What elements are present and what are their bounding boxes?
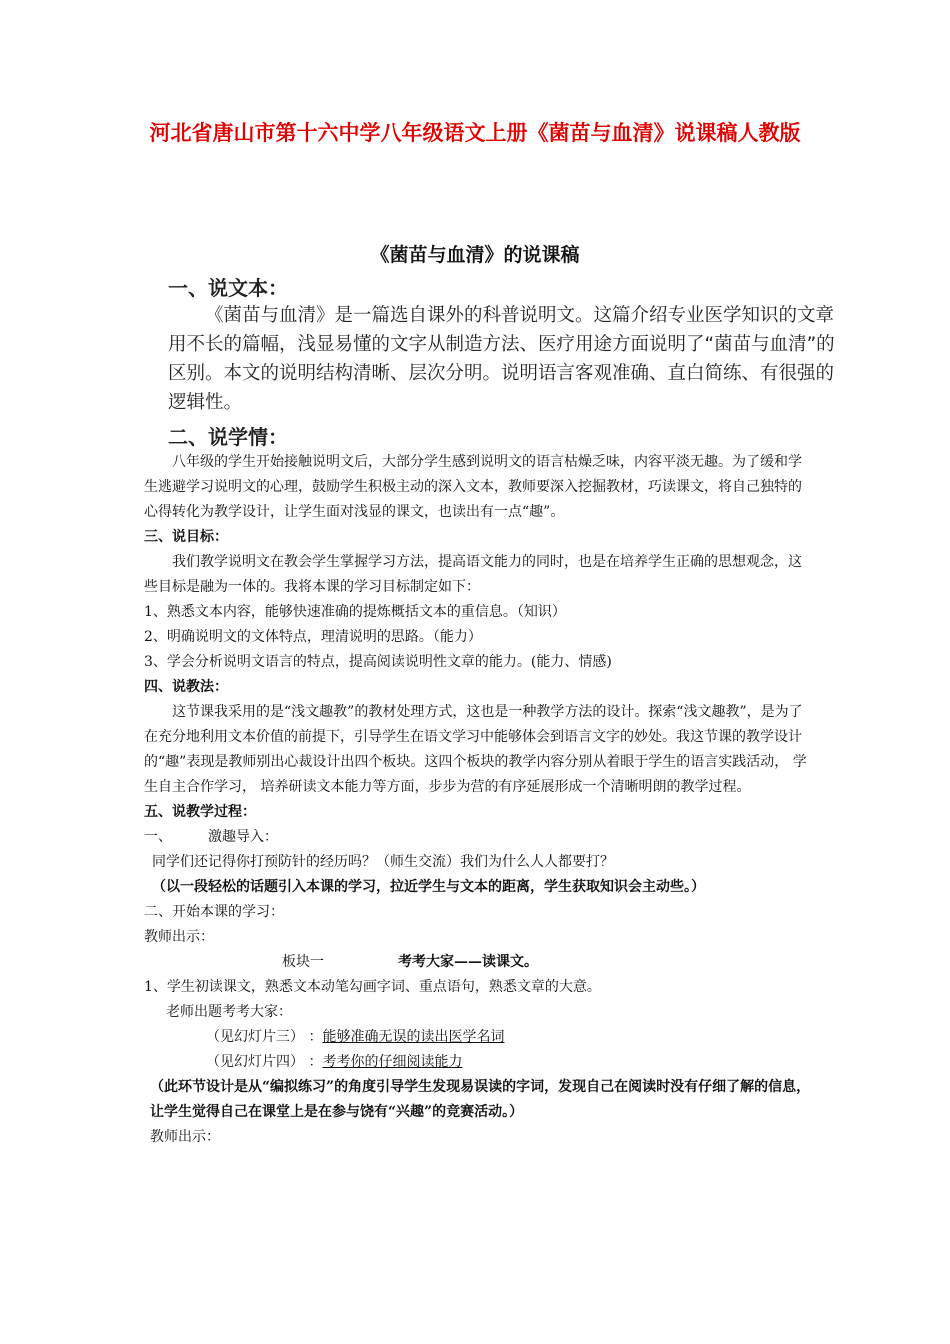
design-note: （此环节设计是从“编拟练习”的角度引导学生发现易误读的字词，发现自己在阅读时没有仔细了解的信息，让学生觉得自己在课堂上是在参与饶有“兴趣”的竞赛活动。） xyxy=(150,1079,811,1120)
document-title: 河北省唐山市第十六中学八年级语文上册《菌苗与血清》说课稿人教版 xyxy=(149,121,801,145)
slide-text: 考考你的仔细阅读能力 xyxy=(322,1054,463,1070)
section-paragraph: 《菌苗与血清》是一篇选自课外的科普说明文。这篇介绍专业医学知识的文章用不长的篇幅，浅显易懂的文字从制造方法、医疗用途方面说明了“菌苗与血清”的区别。本文的说明结构清晰、层次分明。说明语言客观准确、直白简练、有很强的逻辑性。 xyxy=(168,305,835,413)
slide-label: （见幻灯片三） ： xyxy=(206,1029,323,1045)
block-heading xyxy=(144,950,812,975)
list-item: 2、明确说明文的文体特点，理清说明的思路。（能力） xyxy=(144,629,482,645)
step-heading: 二、开始本课的学习： xyxy=(144,904,284,920)
section-heading: 五、说教学过程： xyxy=(144,804,256,820)
slide-reference xyxy=(144,1050,812,1075)
step-heading xyxy=(144,825,812,850)
section-heading: 三、说目标： xyxy=(144,529,228,545)
paragraph: 这节课我采用的是“浅文趣教”的教材处理方式，这也是一种教学方法的设计。探索“浅文趣教”，是为了在充分地利用文本价值的前提下，引导学生在语文学习中能够体会到语言文字的妙处。我这节课的教学设计的“趣”表现是教师别出心裁设计出四个板块。这四个板块的教学内容分别从着眼于学生的语言实践活动， 学生自主合作学习， 培养研读文本能力等方面，步步为营的有序延展形成一个清晰明朗的教学过程。 xyxy=(144,704,807,795)
section-heading: 二、说学情： xyxy=(168,425,288,449)
paragraph: 同学们还记得你打预防针的经历吗？（师生交流）我们为什么人人都要打？ xyxy=(152,854,614,870)
section-text-analysis xyxy=(168,272,838,450)
paragraph: 老师出题考考大家： xyxy=(166,1004,292,1020)
block-title: 考考大家——读课文。 xyxy=(398,954,538,970)
paragraph: 教师出示： xyxy=(150,1129,220,1145)
list-item: 3、学会分析说明文语言的特点，提高阅读说明性文章的能力。(能力、情感) xyxy=(144,654,612,670)
paragraph: 我们教学说明文在教会学生掌握学习方法，提高语文能力的同时，也是在培养学生正确的思想观念，这些目标是融为一体的。我将本课的学习目标制定如下： xyxy=(144,554,802,595)
block-label: 板块一 xyxy=(282,954,324,970)
paragraph: 八年级的学生开始接触说明文后，大部分学生感到说明文的语言枯燥乏味，内容平淡无趣。为了缓和学生逃避学习说明文的心理，鼓励学生积极主动的深入文本，教师要深入挖掘教材，巧读课文，将自己独特的心得转化为教学设计，让学生面对浅显的课文，也读出有一点“趣”。 xyxy=(144,454,802,520)
list-item: 1、熟悉文本内容，能够快速准确的提炼概括文本的重信息。（知识） xyxy=(144,604,566,620)
section-heading: 四、说教法： xyxy=(144,679,228,695)
list-item: 1、学生初读课文，熟悉文本动笔勾画字词、重点语句，熟悉文章的大意。 xyxy=(144,979,601,995)
step-number: 一、 xyxy=(144,829,172,845)
step-label: 激趣导入： xyxy=(208,829,278,845)
section-heading: 一、说文本： xyxy=(168,276,288,300)
slide-reference xyxy=(144,1025,812,1050)
slide-label: （见幻灯片四） ： xyxy=(206,1054,323,1070)
document-body xyxy=(144,450,812,1150)
lesson-title: 《菌苗与血清》的说课稿 xyxy=(370,244,580,266)
paragraph: 教师出示： xyxy=(144,929,214,945)
design-note: （以一段轻松的话题引入本课的学习，拉近学生与文本的距离，学生获取知识会主动些。） xyxy=(152,879,705,895)
slide-text: 能够准确无误的读出医学名词 xyxy=(322,1029,505,1045)
